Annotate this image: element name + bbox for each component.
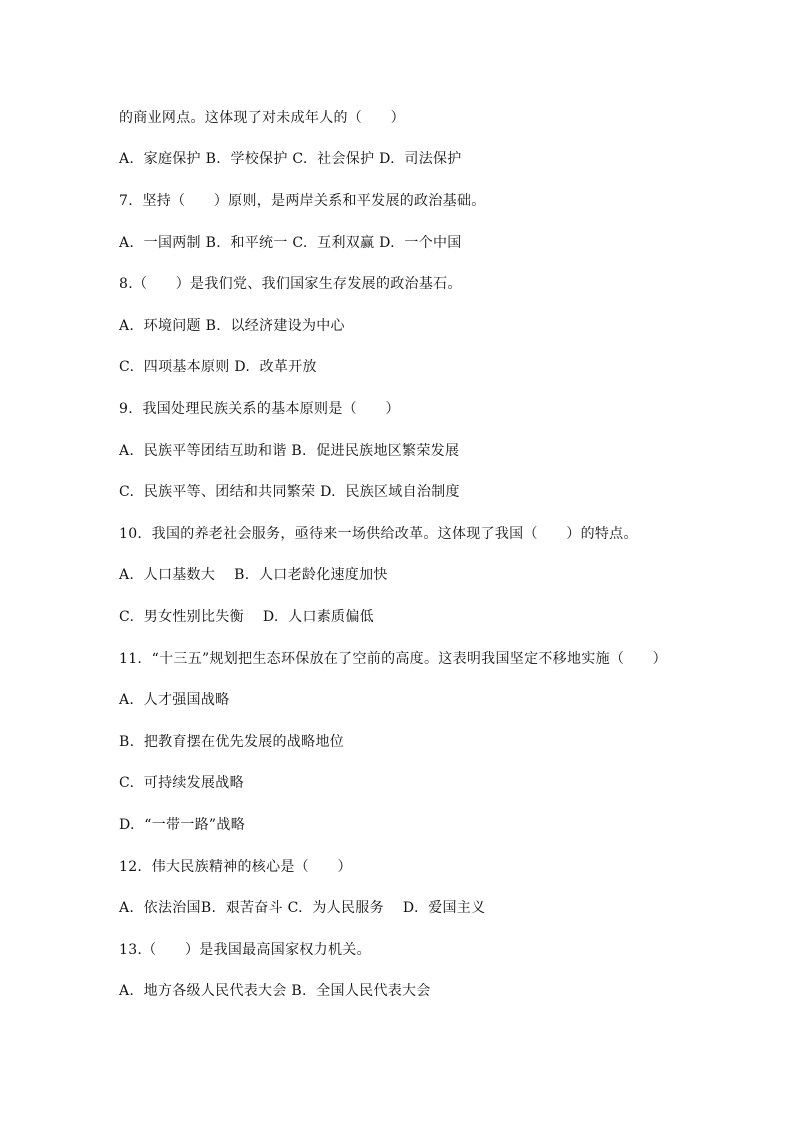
question-9-options-row-1: A. 民族平等团结互助和谐 B. 促进民族地区繁荣发展 [119,443,460,459]
question-13-options: A. 地方各级人民代表大会 B. 全国人民代表大会 [119,983,431,999]
question-11-option-b: B. 把教育摆在优先发展的战略地位 [119,734,345,750]
question-12-options: A. 依法治国B. 艰苦奋斗 C. 为人民服务 D. 爱国主义 [119,900,486,916]
question-9-options-row-2: C. 民族平等、团结和共同繁荣 D. 民族区域自治制度 [119,484,460,500]
question-8-stem: 8.（ ）是我们党、我们国家生存发展的政治基石。 [119,276,462,292]
question-11-stem: 11. “十三五”规划把生态环保放在了空前的高度。这表明我国坚定不移地实施（ ） [119,651,667,667]
question-11-option-d: D. “一带一路”战略 [119,817,245,833]
question-6-stem-continued: 的商业网点。这体现了对未成年人的（ ） [119,110,405,126]
question-9-stem: 9. 我国处理民族关系的基本原则是（ ） [119,401,400,417]
question-7-stem: 7. 坚持（ ）原则，是两岸关系和平发展的政治基础。 [119,193,486,209]
question-11-option-a: A. 人才强国战略 [119,692,230,708]
question-10-stem: 10. 我国的养老社会服务，亟待来一场供给改革。这体现了我国（ ）的特点。 [119,526,638,542]
question-13-stem: 13.（ ）是我国最高国家权力机关。 [119,942,371,958]
question-10-options-row-1: A. 人口基数大 B. 人口老龄化速度加快 [119,567,388,583]
question-8-options-row-1: A. 环境问题 B. 以经济建设为中心 [119,318,345,334]
question-11-option-c: C. 可持续发展战略 [119,775,244,791]
question-7-options: A. 一国两制 B. 和平统一 C. 互利双赢 D. 一个中国 [119,235,462,251]
question-8-options-row-2: C. 四项基本原则 D. 改革开放 [119,359,317,375]
question-6-options: A. 家庭保护 B. 学校保护 C. 社会保护 D. 司法保护 [119,151,462,167]
question-12-stem: 12. 伟大民族精神的核心是（ ） [119,859,352,875]
question-10-options-row-2: C. 男女性别比失衡 D. 人口素质偏低 [119,609,374,625]
